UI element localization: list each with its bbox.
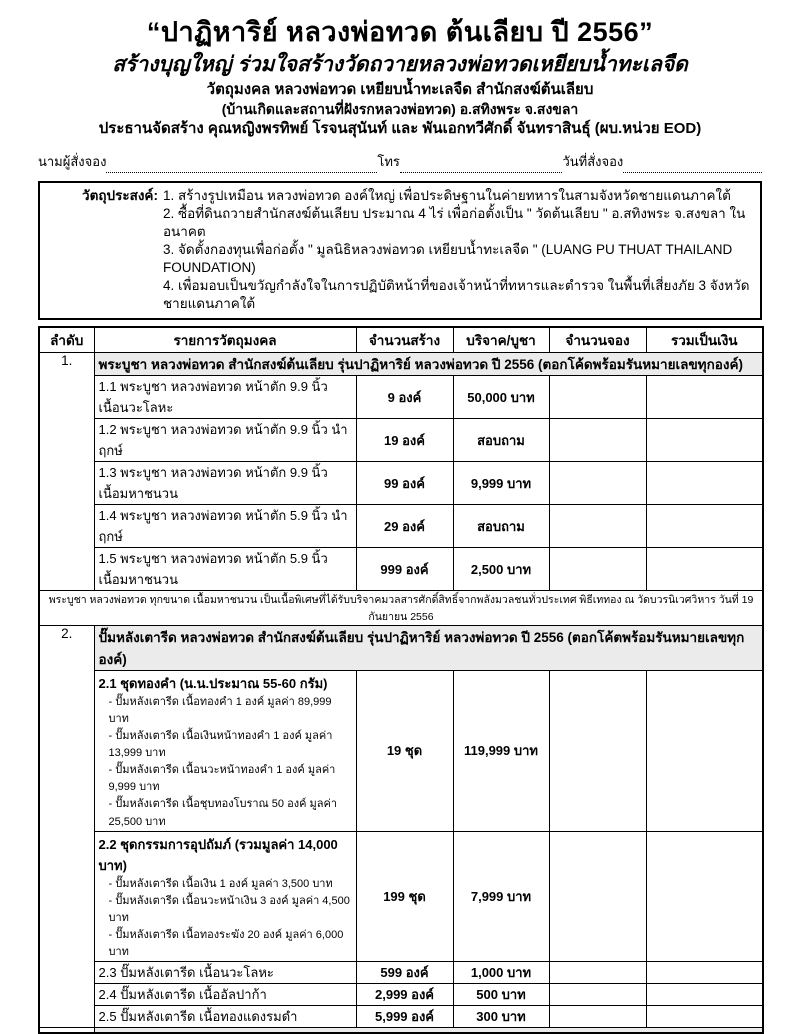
order-date-label: วันที่สั่งจอง [562,154,624,169]
table-row [39,505,763,548]
reserve-quantity-cell[interactable] [549,376,646,419]
donation-price-cell: สอบถาม [453,419,549,462]
table-row [39,961,763,983]
orderer-info-line [38,151,762,173]
table-row [39,671,763,831]
total-amount-cell[interactable] [646,1005,763,1027]
page-subtitle: สร้างบุญใหญ่ ร่วมใจสร้างวัดถวายหลวงพ่อทวดเหยียบน้ำทะเลจืด [112,52,688,76]
reserve-quantity-cell[interactable] [549,831,646,961]
table-row [39,462,763,505]
section-number-cell [39,1027,94,1033]
col-header-index: ลำดับ [39,327,94,353]
objective-item: 3. จัดตั้งกองทุนเพื่อก่อตั้ง " มูลนิธิหลวงพ่อทวด เหยียบน้ำทะเลจืด " (LUANG PU THUAT THAILAND FOUNDATION) [162,241,733,275]
item-detail-line: - ปั๊มหลังเตารีด เนื้อทองคำ 1 องค์ มูลค่า 89,999 บาท [108,696,332,726]
donation-price-cell: 119,999 บาท [453,671,549,831]
order-date-field[interactable] [623,159,762,173]
reserve-quantity-cell[interactable] [549,961,646,983]
total-amount-cell[interactable] [646,671,763,831]
item-title: 2.1 ชุดทองคำ (น.น.ประมาณ 55-60 กรัม) [98,676,328,692]
item-detail-line: - ปั๊มหลังเตารีด เนื้อชุบทองโบราณ 50 องค์ มูลค่า 25,500 บาท [108,798,338,828]
item-description-cell: 1.4 พระบูชา หลวงพ่อทวด หน้าตัก 5.9 นิ้ว นำฤกษ์ [94,505,356,548]
quantity-made-cell: 199 ชุด [356,831,453,961]
section-number-cell: 1. [39,353,94,591]
section-note-row [39,591,763,626]
chairman-line: ประธานจัดสร้าง คุณหญิงพรทิพย์ โรจนสุนันท์ และ พันเอกทวีศักดิ์ จันทราสินธุ์ (ผบ.หน่วย EOD) [98,120,702,138]
reserve-quantity-cell[interactable] [549,548,646,591]
item-description-cell: 1.2 พระบูชา หลวงพ่อทวด หน้าตัก 9.9 นิ้ว นำฤกษ์ [94,419,356,462]
donation-price-cell: 300 บาท [453,1005,549,1027]
item-description-cell [94,671,356,831]
reserve-quantity-cell[interactable] [549,462,646,505]
reserve-quantity-cell[interactable] [549,983,646,1005]
table-row [39,983,763,1005]
section-title-cell: พระบูชา หลวงพ่อทวด สำนักสงฆ์ต้นเลียบ รุ่นปาฏิหาริย์ หลวงพ่อทวด ปี 2556 (ตอกโค้ดพร้อมรันหมายเลขทุกองค์) [94,353,763,376]
temple-line: วัตถุมงคล หลวงพ่อทวด เหยียบน้ำทะเลจืด สำนักสงฆ์ต้นเลียบ [206,81,594,98]
reserve-quantity-cell[interactable] [549,1005,646,1027]
col-header-item: รายการวัตถุมงคล [94,327,356,353]
table-header-row [39,327,763,353]
table-row [39,1005,763,1027]
donation-price-cell: 50,000 บาท [453,376,549,419]
quantity-made-cell: 99 องค์ [356,462,453,505]
donation-price-cell: 1,000 บาท [453,961,549,983]
donation-price-cell: 7,999 บาท [453,831,549,961]
cutoff-section-row [39,1027,763,1033]
document-header [0,0,800,139]
donation-price-cell: 9,999 บาท [453,462,549,505]
total-amount-cell[interactable] [646,961,763,983]
item-detail-line: - ปั๊มหลังเตารีด เนื้อทองระฆัง 20 องค์ มูลค่า 6,000 บาท [108,928,344,958]
table-row [39,831,763,961]
section-note-cell: พระบูชา หลวงพ่อทวด ทุกขนาด เนื้อมหาชนวน เป็นเนื้อพิเศษที่ได้รับบริจาคมวลสารศักดิ์สิทธิ์จากพลังมวลชนทั่วประเทศ พิธีเททอง ณ วัดบวรนิเวศวิหาร วันที่ 19 กันยายน 2556 [39,591,763,626]
amulet-order-table [38,326,764,1034]
item-description-cell: 2.4 ปั๊มหลังเตารีด เนื้ออัลปาก้า [94,983,356,1005]
item-title: 2.2 ชุดกรรมการอุปถัมภ์ (รวมมูลค่า 14,000 บาท) [98,836,338,873]
phone-label: โทร [377,154,400,169]
quantity-made-cell: 19 องค์ [356,419,453,462]
donation-price-cell: 500 บาท [453,983,549,1005]
item-description-cell: 1.1 พระบูชา หลวงพ่อทวด หน้าตัก 9.9 นิ้ว เนื้อนวะโลหะ [94,376,356,419]
total-amount-cell[interactable] [646,831,763,961]
donation-price-cell: 2,500 บาท [453,548,549,591]
objectives-list [158,187,754,313]
col-header-total: รวมเป็นเงิน [646,327,763,353]
section-title-cell [94,1027,763,1033]
item-detail-line: - ปั๊มหลังเตารีด เนื้อนวะหน้าเงิน 3 องค์ มูลค่า 4,500 บาท [108,894,350,924]
total-amount-cell[interactable] [646,983,763,1005]
total-amount-cell[interactable] [646,548,763,591]
donation-price-cell: สอบถาม [453,505,549,548]
reserve-quantity-cell[interactable] [549,505,646,548]
table-row [39,548,763,591]
reserve-quantity-cell[interactable] [549,419,646,462]
col-header-made: จำนวนสร้าง [356,327,453,353]
quantity-made-cell: 5,999 องค์ [356,1005,453,1027]
objective-item: 2. ซื้อที่ดินถวายสำนักสงฆ์ต้นเลียบ ประมาณ 4 ไร่ เพื่อก่อตั้งเป็น " วัดต้นเลียบ " อ.สทิงพระ จ.สงขลา ในอนาคต [162,205,746,239]
item-description-cell [94,831,356,961]
quantity-made-cell: 29 องค์ [356,505,453,548]
phone-field[interactable] [400,159,563,173]
quantity-made-cell: 19 ชุด [356,671,453,831]
section-header-row [39,353,763,376]
item-description-cell: 1.5 พระบูชา หลวงพ่อทวด หน้าตัก 5.9 นิ้ว เนื้อมหาชนวน [94,548,356,591]
quantity-made-cell: 999 องค์ [356,548,453,591]
table-row [39,376,763,419]
quantity-made-cell: 2,999 องค์ [356,983,453,1005]
item-detail-line: - ปั๊มหลังเตารีด เนื้อเงิน 1 องค์ มูลค่า 3,500 บาท [108,877,333,890]
item-description-cell: 2.5 ปั๊มหลังเตารีด เนื้อทองแดงรมดำ [94,1005,356,1027]
col-header-reserved: จำนวนจอง [549,327,646,353]
total-amount-cell[interactable] [646,376,763,419]
section-header-row [39,626,763,671]
item-detail-line: - ปั๊มหลังเตารีด เนื้อนวะหน้าทองคำ 1 องค์ มูลค่า 9,999 บาท [108,764,336,794]
quantity-made-cell: 9 องค์ [356,376,453,419]
section-title-cell: ปั๊มหลังเตารีด หลวงพ่อทวด สำนักสงฆ์ต้นเลียบ รุ่นปาฏิหาริย์ หลวงพ่อทวด ปี 2556 (ตอกโค้ตพร้อมรันหมายเลขทุกองค์) [94,626,763,671]
objective-item: 4. เพื่อมอบเป็นขวัญกำลังใจในการปฏิบัติหน้าที่ของเจ้าหน้าที่ทหารและตำรวจ ในพื้นที่เสี่ยงภัย 3 จังหวัดชายแดนภาคใต้ [162,277,750,311]
birthplace-line: (บ้านเกิดและสถานที่ฝังรกหลวงพ่อทวด) อ.สทิงพระ จ.สงขลา [221,100,579,117]
total-amount-cell[interactable] [646,419,763,462]
total-amount-cell[interactable] [646,505,763,548]
objectives-box [38,181,762,320]
objectives-label: วัตถุประสงค์: [82,188,158,203]
page-title: “ปาฏิหาริย์ หลวงพ่อทวด ต้นเลียบ ปี 2556” [146,17,654,47]
col-header-price: บริจาค/บูชา [453,327,549,353]
item-detail-line: - ปั๊มหลังเตารีด เนื้อเงินหน้าทองคำ 1 องค์ มูลค่า 13,999 บาท [108,730,333,760]
item-description-cell: 1.3 พระบูชา หลวงพ่อทวด หน้าตัก 9.9 นิ้ว เนื้อมหาชนวน [94,462,356,505]
table-row [39,419,763,462]
item-description-cell: 2.3 ปั๊มหลังเตารีด เนื้อนวะโลหะ [94,961,356,983]
quantity-made-cell: 599 องค์ [356,961,453,983]
reserve-quantity-cell[interactable] [549,671,646,831]
total-amount-cell[interactable] [646,462,763,505]
objective-item: 1. สร้างรูปเหมือน หลวงพ่อทวด องค์ใหญ่ เพื่อประดิษฐานในค่ายทหารในสามจังหวัดชายแดนภาคใต้ [162,188,731,203]
orderer-name-field[interactable] [106,159,377,173]
section-number-cell: 2. [39,626,94,1028]
orderer-name-label: นามผู้สั่งจอง [38,154,107,169]
